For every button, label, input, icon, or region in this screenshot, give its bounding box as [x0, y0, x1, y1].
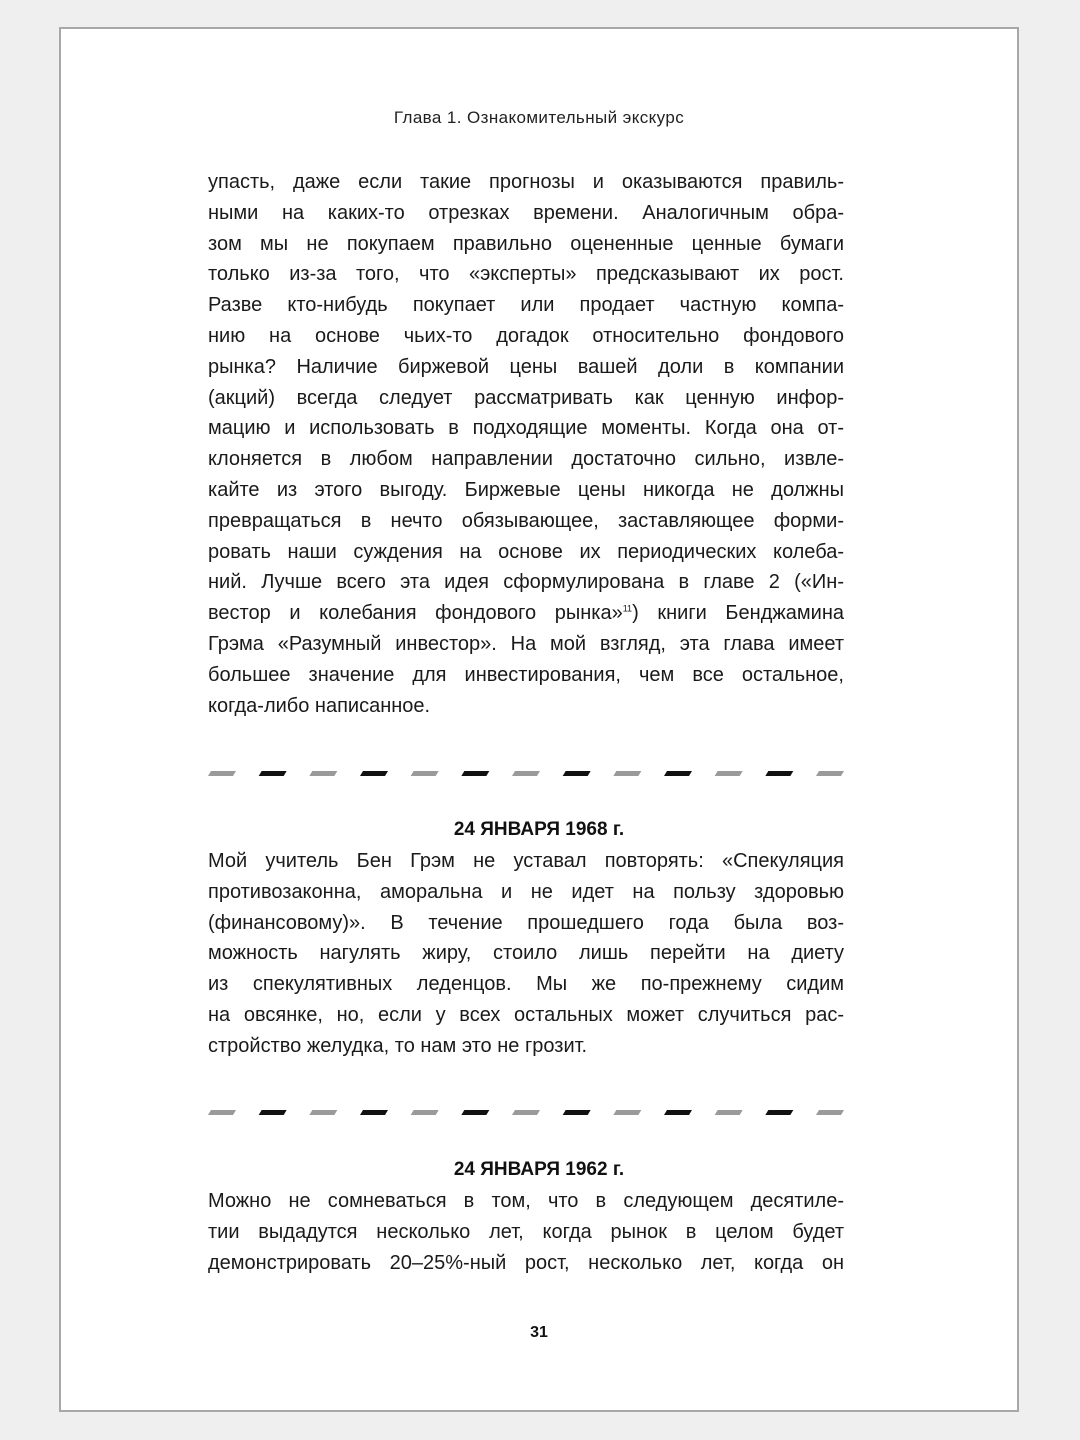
text-line: клоняется в любом направлении достаточно сильно, извле-	[208, 448, 844, 471]
divider-dash	[360, 1110, 388, 1115]
text-line: Разве кто-нибудь покупает или продает частную компа-	[208, 294, 844, 317]
paragraph-1	[208, 167, 844, 721]
text-line: большее значение для инвестирования, чем все остальное,	[208, 663, 844, 686]
text-line: когда-либо написанное.	[208, 694, 431, 717]
divider-dashes	[208, 771, 844, 776]
text-line: нию на основе чьих-то догадок относительно фондового	[208, 324, 844, 347]
text-line: ний. Лучше всего эта идея сформулирована в главе 2 («Ин-	[208, 571, 844, 594]
text-line: (акций) всегда следует рассматривать как ценную инфор-	[208, 386, 844, 409]
divider-dash	[259, 771, 287, 776]
book-page	[59, 27, 1019, 1412]
text-line: демонстрировать 20–25%-ный рост, несколько лет, когда он	[208, 1251, 844, 1274]
text-line: Грэма «Разумный инвестор». На мой взгляд, эта глава имеет	[208, 632, 844, 655]
text-line: Можно не сомневаться в том, что в следующем десятиле-	[208, 1190, 844, 1212]
divider-dash	[715, 771, 743, 776]
divider-dash	[664, 771, 692, 776]
divider-dash	[461, 771, 489, 776]
text-line: ровать наши суждения на основе их периодических колеба-	[208, 540, 844, 563]
text-line: кайте из этого выгоду. Биржевые цены никогда не должны	[208, 478, 844, 501]
divider-dash	[512, 1110, 540, 1115]
running-head: Глава 1. Ознакомительный экскурс	[393, 108, 685, 127]
divider-dashes	[208, 1110, 844, 1115]
divider-dash	[309, 771, 337, 776]
text-line: можность нагулять жиру, стоило лишь перейти на диету	[208, 942, 844, 965]
section-divider	[208, 1110, 844, 1116]
divider-dash	[208, 1110, 236, 1115]
divider-dash	[816, 1110, 844, 1115]
section-heading-1968: 24 ЯНВАРЯ 1968 г.	[453, 819, 625, 840]
text-line: только из-за того, что «эксперты» предсказывают их рост.	[208, 263, 844, 286]
text-line: стройство желудка, то нам это не грозит.	[208, 1034, 588, 1057]
divider-dash	[563, 1110, 591, 1115]
text-line-start: вестор и колебания фондового рынка»	[208, 602, 623, 625]
divider-dash	[208, 771, 236, 776]
text-line: Мой учитель Бен Грэм не уставал повторять: «Спекуляция	[208, 850, 844, 872]
divider-dash	[512, 771, 540, 776]
text-line: противозаконна, аморальна и не идет на пользу здоровью	[208, 880, 844, 903]
text-line: ными на каких-то отрезках времени. Аналогичным обра-	[208, 201, 844, 224]
divider-dash	[411, 1110, 439, 1115]
text-line: зом мы не покупаем правильно оцененные ценные бумаги	[208, 232, 844, 255]
footnote-reference[interactable]: 11	[622, 603, 633, 614]
divider-dash	[309, 1110, 337, 1115]
paragraph-3	[208, 1186, 844, 1278]
divider-dash	[411, 771, 439, 776]
divider-dash	[613, 771, 641, 776]
divider-dash	[715, 1110, 743, 1115]
paragraph-2	[208, 846, 844, 1062]
text-line: тии выдадутся несколько лет, когда рынок в целом будет	[208, 1220, 844, 1243]
divider-dash	[816, 771, 844, 776]
text-line: на овсянке, но, если у всех остальных может случиться рас-	[208, 1003, 844, 1026]
section-heading-1962: 24 ЯНВАРЯ 1962 г.	[453, 1159, 625, 1180]
text-line: из спекулятивных леденцов. Мы же по-прежнему сидим	[208, 973, 844, 996]
divider-dash	[360, 771, 388, 776]
page-number: 31	[530, 1324, 548, 1341]
section-divider	[208, 771, 844, 777]
divider-dash	[664, 1110, 692, 1115]
text-line-end: ) книги Бенджамина	[632, 602, 844, 625]
divider-dash	[613, 1110, 641, 1115]
divider-dash	[765, 1110, 793, 1115]
text-line: мацию и использовать в подходящие моменты. Когда она от-	[208, 417, 844, 440]
text-line: превращаться в нечто обязывающее, заставляющее форми-	[208, 509, 844, 532]
text-line-with-footnote	[208, 598, 844, 629]
divider-dash	[461, 1110, 489, 1115]
text-line: рынка? Наличие биржевой цены вашей доли в компании	[208, 355, 844, 378]
divider-dash	[259, 1110, 287, 1115]
text-line: упасть, даже если такие прогнозы и оказываются правиль-	[208, 171, 844, 193]
divider-dash	[563, 771, 591, 776]
text-line: (финансовому)». В течение прошедшего года была воз-	[208, 911, 844, 934]
divider-dash	[765, 771, 793, 776]
